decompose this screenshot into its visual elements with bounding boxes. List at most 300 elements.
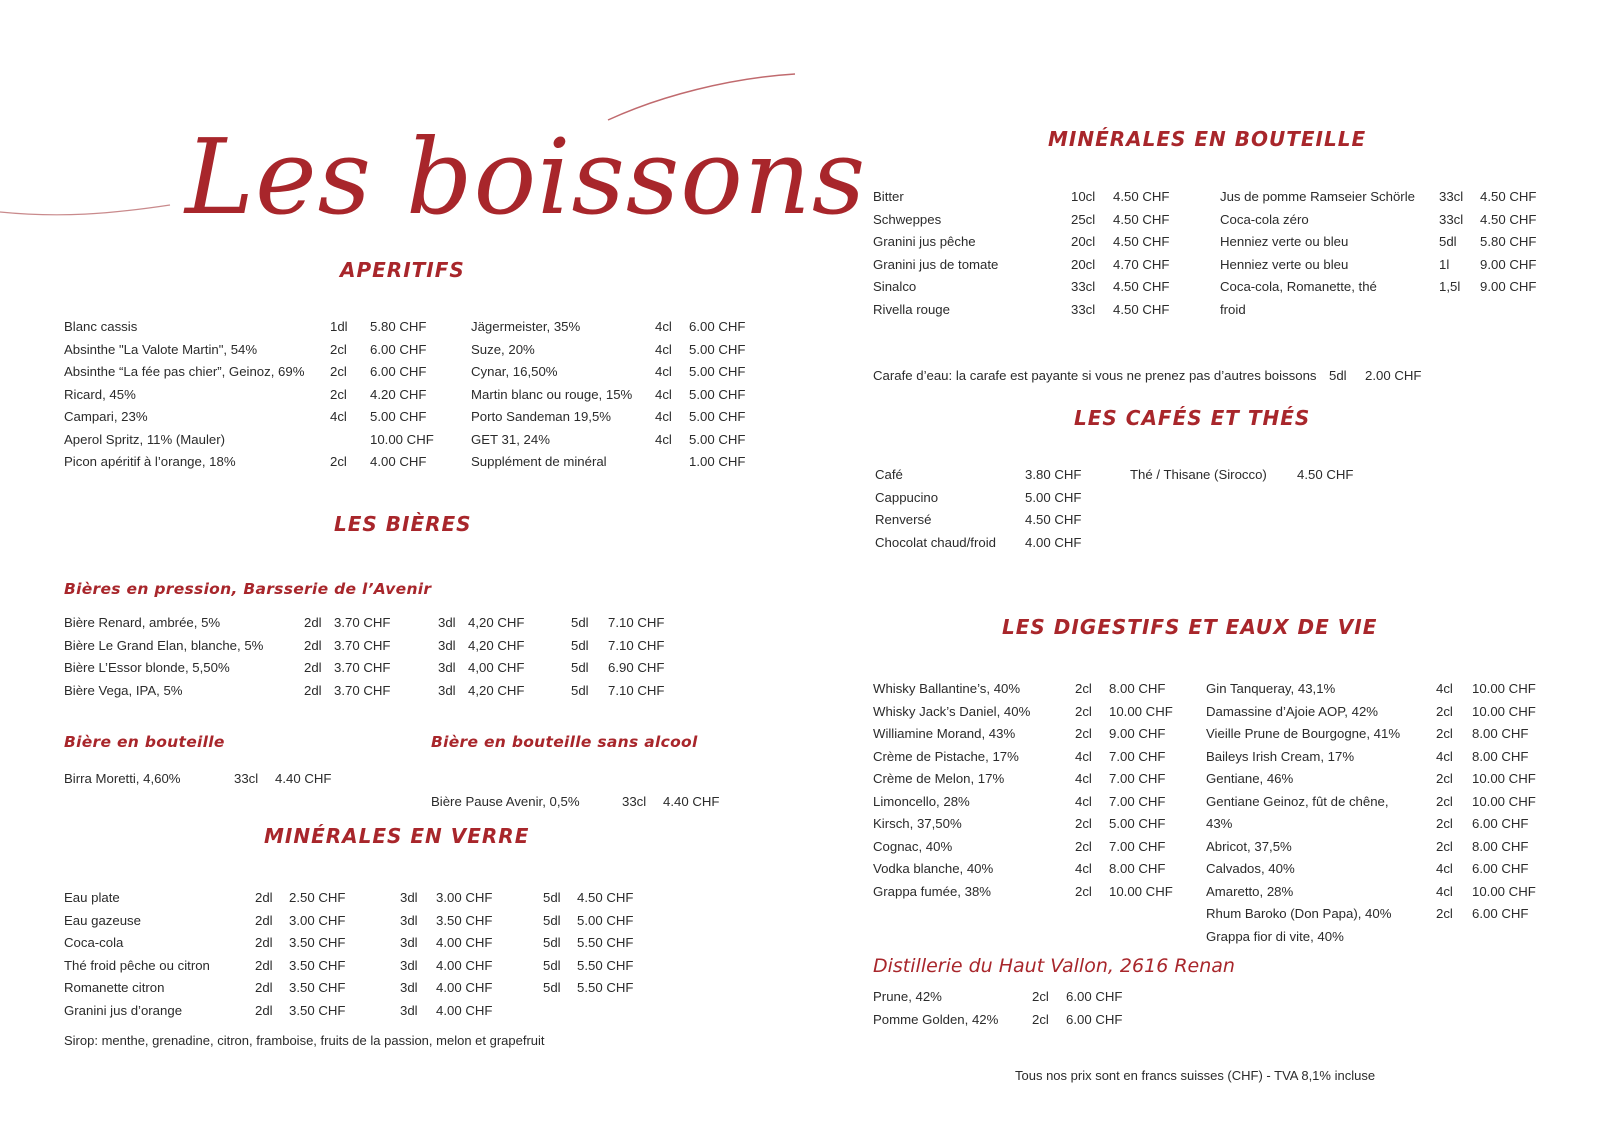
item-price: 4.50 CHF (1113, 279, 1170, 294)
item-volume: 3dl (400, 980, 418, 995)
item-name: Gentiane, 46% (1206, 771, 1294, 786)
item-volume: 3dl (438, 615, 456, 630)
item-price: 10.00 CHF (1472, 703, 1536, 719)
item-volume: 2cl (1075, 816, 1092, 831)
item-name: Vodka blanche, 40% (873, 861, 994, 876)
digestifs-left-list (873, 681, 1193, 906)
item-volume: 33cl (1071, 279, 1096, 294)
item-name: Bière Renard, ambrée, 5% (64, 615, 221, 630)
item-price: 4.50 CHF (1113, 234, 1170, 249)
item-name: Suze, 20% (471, 341, 535, 357)
item-price: 7.00 CHF (1109, 748, 1166, 764)
menu-row (1220, 212, 1560, 235)
item-price: 4.50 CHF (1113, 189, 1170, 204)
item-price: 10.00 CHF (1472, 771, 1536, 786)
item-price: 5.00 CHF (577, 912, 634, 928)
item-name: Coca-cola, Romanette, thé (1220, 279, 1377, 294)
item-price: 4.00 CHF (436, 980, 493, 995)
item-name: Thé froid pêche ou citron (64, 957, 210, 973)
page-title: Les boissons (185, 116, 867, 238)
item-name: froid (1220, 301, 1246, 317)
item-name: GET 31, 24% (471, 431, 550, 447)
item-price: 3.50 CHF (289, 1002, 346, 1018)
item-volume: 5dl (543, 890, 561, 905)
biere-bouteille-row (64, 771, 384, 794)
heading-minerales-bouteille: MINÉRALES EN BOUTEILLE (1048, 127, 1367, 151)
item-volume: 2cl (1436, 906, 1453, 921)
item-volume: 1dl (330, 319, 348, 334)
item-name: Pomme Golden, 42% (873, 1011, 999, 1027)
carafe-row (873, 368, 1433, 391)
item-price: 4.70 CHF (1113, 256, 1170, 272)
menu-row (1206, 839, 1556, 862)
menu-row (1220, 302, 1560, 325)
item-volume: 5dl (571, 682, 589, 698)
item-name: Coca-cola (64, 935, 124, 950)
item-name: Henniez verte ou bleu (1220, 256, 1349, 272)
item-price: 8.00 CHF (1472, 726, 1529, 741)
menu-row (471, 454, 771, 477)
item-price: 6.00 CHF (1472, 906, 1529, 921)
item-name: Jägermeister, 35% (471, 319, 581, 334)
item-volume: 4cl (330, 409, 347, 424)
item-price: 9.00 CHF (1109, 726, 1166, 741)
menu-row (1206, 704, 1556, 727)
item-name: Absinthe “La fée pas chier”, Geinoz, 69% (64, 364, 305, 379)
menu-row (64, 660, 704, 683)
item-volume: 5dl (571, 660, 589, 675)
menu-row (873, 861, 1193, 884)
item-volume: 2cl (1032, 1011, 1049, 1027)
item-volume: 4cl (1436, 748, 1453, 764)
item-volume: 3dl (438, 682, 456, 698)
item-name: Chocolat chaud/froid (875, 534, 996, 550)
item-price: 10.00 CHF (370, 431, 434, 447)
item-volume: 3dl (438, 637, 456, 653)
item-price: 3.70 CHF (334, 682, 391, 698)
item-volume: 2dl (255, 980, 273, 995)
menu-row (873, 771, 1193, 794)
cafes-right-list (1130, 467, 1390, 490)
item-price: 5.00 CHF (689, 409, 746, 424)
item-volume: 4cl (1075, 793, 1092, 809)
menu-row (873, 681, 1193, 704)
item-volume: 4cl (655, 341, 672, 357)
item-name: Bière Le Grand Elan, blanche, 5% (64, 637, 264, 653)
minerales-verre-list (64, 890, 664, 1025)
menu-row (873, 189, 1193, 212)
item-name: Gentiane Geinoz, fût de chêne, (1206, 793, 1389, 809)
heading-bieres-pression: Bières en pression, Barsserie de l’Avenir (64, 580, 432, 598)
item-volume: 2cl (1075, 681, 1092, 696)
item-volume: 5dl (543, 957, 561, 973)
item-price: 9.00 CHF (1480, 256, 1537, 272)
item-name: Abricot, 37,5% (1206, 838, 1292, 854)
item-volume: 4cl (655, 409, 672, 424)
item-price: 7.10 CHF (608, 682, 665, 698)
item-price: 3.50 CHF (289, 957, 346, 973)
menu-row (64, 432, 444, 455)
item-volume: 2cl (330, 341, 347, 357)
item-price: 4.00 CHF (436, 1002, 493, 1018)
item-volume: 2cl (1075, 703, 1092, 719)
menu-row (64, 958, 664, 981)
item-volume: 2cl (1436, 816, 1453, 831)
item-name: Cynar, 16,50% (471, 364, 558, 379)
item-name: Whisky Jack’s Daniel, 40% (873, 703, 1031, 719)
menu-row (875, 467, 1115, 490)
item-volume: 4cl (1075, 861, 1092, 876)
menu-row (471, 387, 771, 410)
item-name: Vieille Prune de Bourgogne, 41% (1206, 726, 1401, 741)
item-volume: 4cl (1436, 681, 1453, 696)
item-name: Bitter (873, 189, 904, 204)
menu-row (64, 387, 444, 410)
item-price: 4,20 CHF (468, 637, 525, 653)
menu-row (1206, 771, 1556, 794)
menu-row (873, 302, 1193, 325)
heading-biere-bouteille: Bière en bouteille (64, 733, 225, 751)
item-price: 4.00 CHF (436, 957, 493, 973)
item-volume: 2cl (330, 386, 347, 402)
item-price: 4,00 CHF (468, 660, 525, 675)
heading-cafes-thes: LES CAFÉS ET THÉS (1074, 406, 1311, 430)
item-name: Coca-cola zéro (1220, 211, 1309, 227)
item-volume: 4cl (655, 319, 672, 334)
item-price: 4.00 CHF (1025, 534, 1082, 550)
item-price: 7.00 CHF (1109, 771, 1166, 786)
item-volume: 3dl (400, 912, 418, 928)
menu-row (873, 794, 1193, 817)
item-price: 4.50 CHF (1025, 512, 1082, 527)
menu-row (1206, 884, 1556, 907)
item-volume: 2cl (1075, 883, 1092, 899)
heading-minerales-verre: MINÉRALES EN VERRE (264, 824, 530, 848)
item-volume: 2dl (255, 957, 273, 973)
item-name: Schweppes (873, 211, 942, 227)
item-name: Limoncello, 28% (873, 793, 970, 809)
item-volume: 2cl (330, 454, 347, 469)
menu-row (64, 615, 704, 638)
item-volume: 1,5l (1439, 279, 1461, 294)
item-volume: 3dl (400, 957, 418, 973)
menu-row (1220, 279, 1560, 302)
item-volume: 1l (1439, 256, 1450, 272)
menu-row (1206, 929, 1556, 952)
item-volume: 2dl (255, 890, 273, 905)
item-price: 5.00 CHF (689, 386, 746, 402)
menu-row (873, 704, 1193, 727)
item-volume: 3dl (400, 1002, 418, 1018)
menu-row (64, 935, 664, 958)
menu-row (1206, 816, 1556, 839)
item-name: Rhum Baroko (Don Papa), 40% (1206, 906, 1392, 921)
item-name: Baileys Irish Cream, 17% (1206, 748, 1355, 764)
item-name: Aperol Spritz, 11% (Mauler) (64, 431, 225, 447)
item-name: Williamine Morand, 43% (873, 726, 1016, 741)
heading-aperitifs: APERITIFS (340, 258, 465, 282)
menu-row (64, 890, 664, 913)
item-volume: 4cl (1075, 748, 1092, 764)
menu-row (873, 726, 1193, 749)
item-volume: 2dl (304, 615, 322, 630)
item-price: 4.50 CHF (1113, 211, 1170, 227)
item-price: 5.50 CHF (577, 957, 634, 973)
item-price: 7.10 CHF (608, 637, 665, 653)
item-volume: 4cl (655, 364, 672, 379)
item-volume: 4cl (655, 431, 672, 447)
menu-row (64, 342, 444, 365)
item-name: Gin Tanqueray, 43,1% (1206, 681, 1336, 696)
menu-row (1206, 794, 1556, 817)
item-price: 7.00 CHF (1109, 793, 1166, 809)
item-volume: 2cl (1436, 726, 1453, 741)
item-volume: 33cl (622, 793, 647, 809)
item-name: Blanc cassis (64, 319, 138, 334)
item-volume: 2cl (1436, 703, 1453, 719)
item-volume: 4cl (1436, 883, 1453, 899)
item-price: 10.00 CHF (1109, 703, 1173, 719)
item-price: 3.50 CHF (289, 935, 346, 950)
menu-row (64, 454, 444, 477)
item-volume: 5dl (571, 637, 589, 653)
item-price: 5.50 CHF (577, 980, 634, 995)
item-volume: 4cl (1075, 771, 1092, 786)
menu-row (873, 884, 1193, 907)
item-name: Crème de Pistache, 17% (873, 748, 1019, 764)
menu-row (1206, 681, 1556, 704)
item-volume: 33cl (1439, 211, 1464, 227)
item-volume: 2cl (1436, 771, 1453, 786)
item-price: 4.50 CHF (1480, 211, 1537, 227)
item-price: 6.00 CHF (370, 364, 427, 379)
menu-row (1220, 234, 1560, 257)
menu-row (873, 212, 1193, 235)
item-name: Grappa fior di vite, 40% (1206, 928, 1344, 944)
item-volume: 5dl (1439, 234, 1457, 249)
item-name: 43% (1206, 816, 1233, 831)
item-volume: 25cl (1071, 211, 1096, 227)
biere-sans-alcool-row (431, 794, 751, 817)
item-name: Absinthe "La Valote Martin", 54% (64, 341, 258, 357)
item-volume: 2dl (304, 682, 322, 698)
item-name: Granini jus de tomate (873, 256, 999, 272)
item-price: 4.50 CHF (1113, 301, 1170, 317)
item-price: 6.00 CHF (1066, 1011, 1123, 1027)
item-price: 10.00 CHF (1472, 681, 1536, 696)
item-volume: 2cl (330, 364, 347, 379)
menu-row (873, 839, 1193, 862)
heading-digestifs: LES DIGESTIFS ET EAUX DE VIE (1002, 615, 1378, 639)
menu-row (471, 319, 771, 342)
footer-vat-note: Tous nos prix sont en francs suisses (CHF) - TVA 8,1% incluse (1015, 1068, 1376, 1083)
item-price: 8.00 CHF (1109, 681, 1166, 696)
item-price: 6.00 CHF (1472, 816, 1529, 831)
item-name: Supplément de minéral (471, 454, 607, 469)
item-price: 3.00 CHF (289, 912, 346, 928)
item-price: 8.00 CHF (1472, 838, 1529, 854)
menu-row (873, 749, 1193, 772)
item-volume: 10cl (1071, 189, 1096, 204)
item-volume: 4cl (1436, 861, 1453, 876)
menu-row (64, 364, 444, 387)
menu-row (64, 409, 444, 432)
item-name: Sinalco (873, 279, 917, 294)
item-volume: 33cl (1439, 189, 1464, 204)
sirop-note: Sirop: menthe, grenadine, citron, framboise, fruits de la passion, melon et grapefruit (64, 1033, 545, 1048)
item-name: Ricard, 45% (64, 386, 136, 402)
item-name: Martin blanc ou rouge, 15% (471, 386, 633, 402)
minerales-bouteille-left-list (873, 189, 1193, 324)
item-name: Granini jus d’orange (64, 1002, 183, 1018)
item-name: Cappucino (875, 489, 939, 505)
item-price: 6.90 CHF (608, 660, 665, 675)
item-name: Thé / Thisane (Sirocco) (1130, 467, 1267, 482)
menu-row (873, 989, 1153, 1012)
distillerie-list (873, 989, 1153, 1034)
item-price: 5.00 CHF (1109, 816, 1166, 831)
item-volume: 4cl (655, 386, 672, 402)
item-price: 2.50 CHF (289, 890, 346, 905)
item-name: Bière Vega, IPA, 5% (64, 682, 183, 698)
item-price: 4,20 CHF (468, 682, 525, 698)
menu-row (873, 234, 1193, 257)
item-name: Carafe d’eau: la carafe est payante si vous ne prenez pas d’autres boissons (873, 368, 1317, 383)
menu-row (1206, 749, 1556, 772)
item-name: Café (875, 467, 903, 482)
menu-row (873, 1012, 1153, 1035)
item-name: Jus de pomme Ramseier Schörle (1220, 189, 1415, 204)
menu-row (471, 364, 771, 387)
item-name: Rivella rouge (873, 301, 950, 317)
item-volume: 2dl (255, 912, 273, 928)
item-name: Picon apéritif à l’orange, 18% (64, 454, 236, 469)
item-price: 4,20 CHF (468, 615, 525, 630)
item-name: Grappa fumée, 38% (873, 883, 992, 899)
item-price: 3.80 CHF (1025, 467, 1082, 482)
item-price: 3.50 CHF (436, 912, 493, 928)
item-name: Henniez verte ou bleu (1220, 234, 1349, 249)
menu-row (64, 913, 664, 936)
item-name: Prune, 42% (873, 989, 942, 1004)
item-price: 4.20 CHF (370, 386, 427, 402)
item-price: 3.00 CHF (436, 890, 493, 905)
aperitifs-right-list (471, 319, 771, 477)
item-name: Calvados, 40% (1206, 861, 1295, 876)
item-price: 6.00 CHF (689, 319, 746, 334)
menu-row (1130, 467, 1390, 490)
item-price: 7.10 CHF (608, 615, 665, 630)
item-name: Amaretto, 28% (1206, 883, 1294, 899)
menu-row (64, 638, 704, 661)
menu-row (1206, 861, 1556, 884)
item-name: Whisky Ballantine’s, 40% (873, 681, 1021, 696)
menu-row (1220, 257, 1560, 280)
heading-distillerie: Distillerie du Haut Vallon, 2616 Renan (873, 955, 1235, 977)
item-price: 6.00 CHF (370, 341, 427, 357)
item-price: 4.00 CHF (436, 935, 493, 950)
item-name: Eau gazeuse (64, 912, 141, 928)
item-volume: 2dl (255, 1002, 273, 1018)
menu-row (471, 409, 771, 432)
item-volume: 33cl (234, 771, 259, 786)
menu-row (64, 683, 704, 706)
item-price: 3.70 CHF (334, 637, 391, 653)
menu-row (1206, 726, 1556, 749)
item-volume: 33cl (1071, 301, 1096, 317)
item-name: Birra Moretti, 4,60% (64, 771, 181, 786)
item-volume: 3dl (400, 890, 418, 905)
item-name: Bière Pause Avenir, 0,5% (431, 793, 580, 809)
item-name: Cognac, 40% (873, 838, 953, 854)
item-price: 5.00 CHF (689, 364, 746, 379)
menu-row (873, 816, 1193, 839)
item-name: Kirsch, 37,50% (873, 816, 962, 831)
menu-row (64, 1003, 664, 1026)
item-price: 6.00 CHF (1472, 861, 1529, 876)
item-volume: 2cl (1436, 838, 1453, 854)
item-price: 4.50 CHF (1480, 189, 1537, 204)
item-volume: 2cl (1032, 989, 1049, 1004)
item-price: 8.00 CHF (1472, 748, 1529, 764)
item-volume: 3dl (400, 935, 418, 950)
item-volume: 2dl (304, 660, 322, 675)
menu-row (64, 319, 444, 342)
item-price: 4.00 CHF (370, 454, 427, 469)
minerales-bouteille-right-list (1220, 189, 1560, 324)
item-price: 4.40 CHF (275, 771, 332, 786)
item-price: 10.00 CHF (1109, 883, 1173, 899)
item-name: Bière L’Essor blonde, 5,50% (64, 660, 230, 675)
item-name: Campari, 23% (64, 409, 148, 424)
digestifs-right-list (1206, 681, 1556, 951)
item-name: Romanette citron (64, 980, 165, 995)
heading-bieres: LES BIÈRES (334, 512, 472, 536)
item-volume: 5dl (1329, 368, 1347, 383)
item-volume: 5dl (543, 912, 561, 928)
item-price: 2.00 CHF (1365, 368, 1422, 383)
item-price: 10.00 CHF (1472, 793, 1536, 809)
item-volume: 20cl (1071, 256, 1096, 272)
item-volume: 5dl (543, 935, 561, 950)
item-price: 7.00 CHF (1109, 838, 1166, 854)
item-price: 6.00 CHF (1066, 989, 1123, 1004)
cafes-left-list (875, 467, 1115, 557)
item-price: 5.00 CHF (1025, 489, 1082, 505)
menu-row (875, 535, 1115, 558)
item-price: 3.50 CHF (289, 980, 346, 995)
item-price: 5.00 CHF (689, 431, 746, 447)
item-name: Granini jus pêche (873, 234, 976, 249)
item-price: 5.00 CHF (370, 409, 427, 424)
item-price: 4.50 CHF (577, 890, 634, 905)
menu-row (1220, 189, 1560, 212)
item-price: 5.80 CHF (1480, 234, 1537, 249)
item-price: 9.00 CHF (1480, 279, 1537, 294)
item-price: 5.50 CHF (577, 935, 634, 950)
heading-biere-sans-alcool: Bière en bouteille sans alcool (431, 733, 698, 751)
item-price: 3.70 CHF (334, 660, 391, 675)
item-volume: 5dl (543, 980, 561, 995)
menu-row (873, 257, 1193, 280)
menu-row (471, 432, 771, 455)
item-name: Damassine d’Ajoie AOP, 42% (1206, 703, 1379, 719)
menu-row (873, 279, 1193, 302)
item-name: Crème de Melon, 17% (873, 771, 1005, 786)
item-price: 5.80 CHF (370, 319, 427, 334)
item-volume: 2cl (1075, 838, 1092, 854)
menu-row (471, 342, 771, 365)
